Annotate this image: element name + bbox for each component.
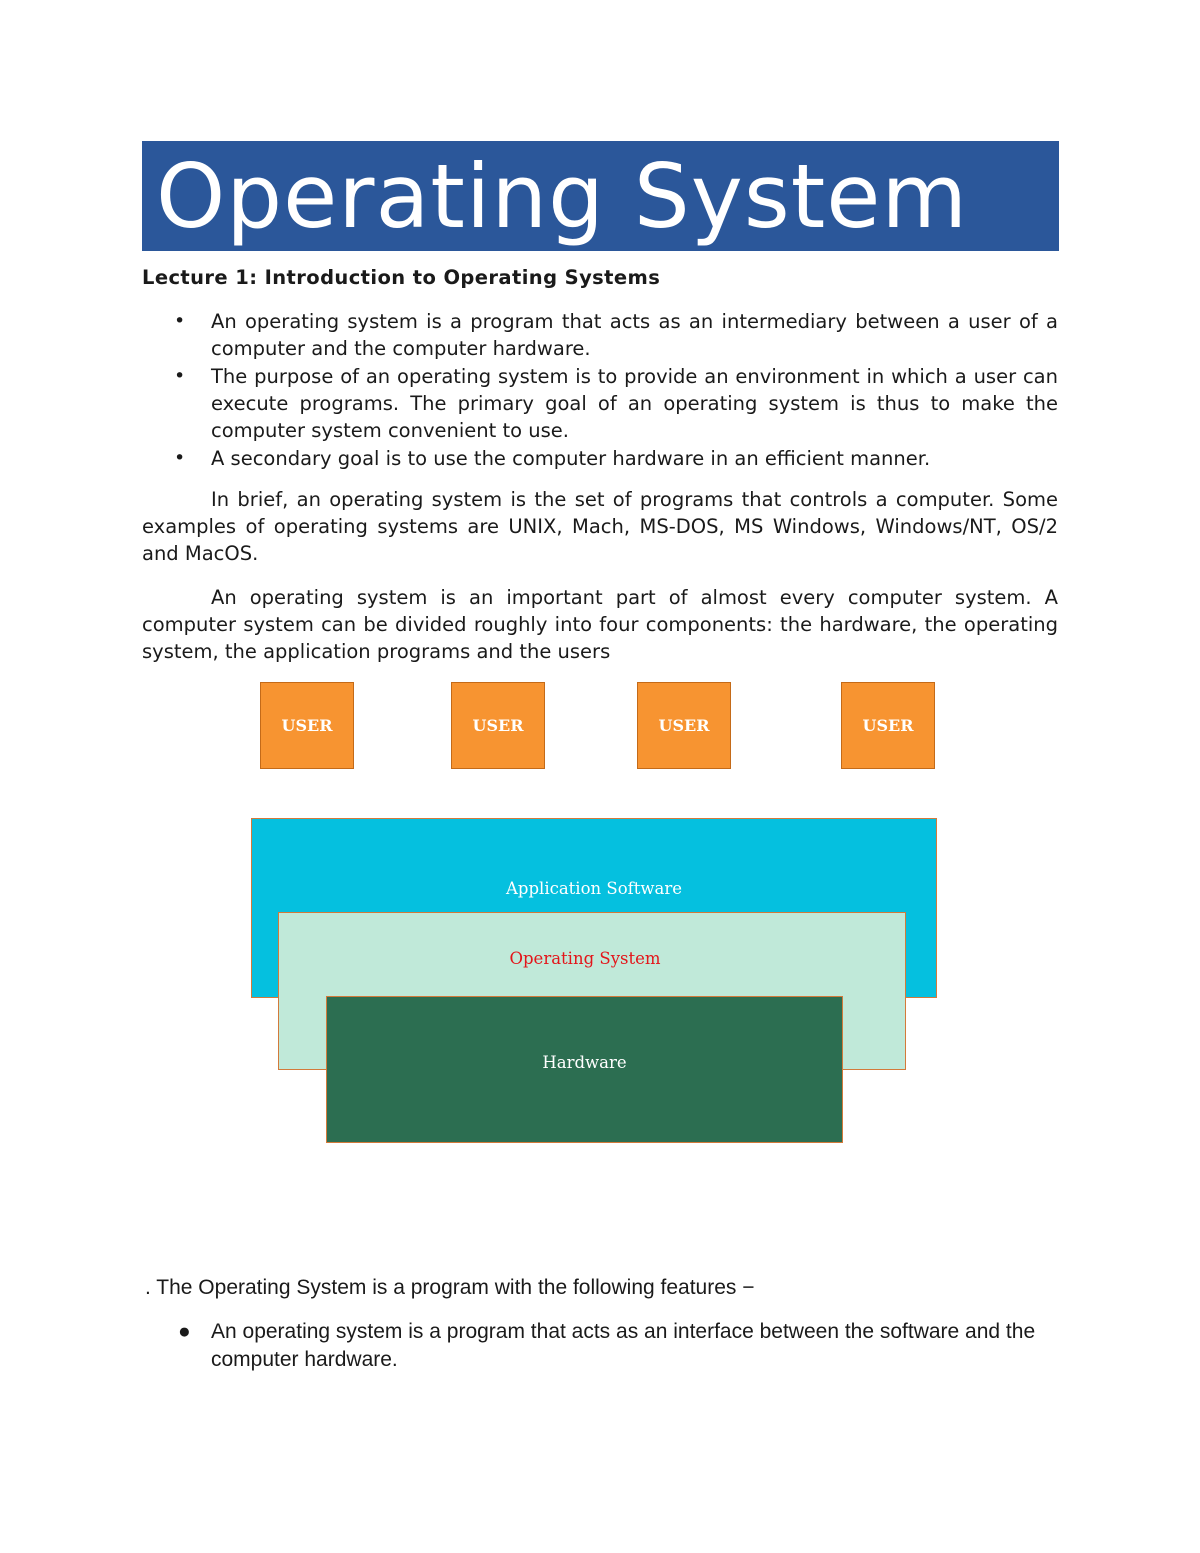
user-label: USER: [862, 716, 914, 735]
user-box-3: [637, 682, 731, 769]
user-box-2: [451, 682, 545, 769]
layer-label: Operating System: [509, 949, 661, 968]
list-item: [142, 308, 1058, 362]
intro-bullet-list: [142, 308, 1058, 473]
user-box-1: [260, 682, 354, 769]
layer-label: Application Software: [506, 879, 682, 898]
bullet-icon: •: [174, 447, 186, 469]
paragraph-text: In brief, an operating system is the set of programs that controls a computer. Some examples of operating systems are UNIX, Mach, MS-DOS, MS Windows, Windows/NT, OS/2 and MacOS.: [142, 488, 1058, 565]
user-label: USER: [281, 716, 333, 735]
user-label: USER: [472, 716, 524, 735]
features-intro: . The Operating System is a program with the following features −: [145, 1276, 755, 1299]
paragraph-components: [142, 584, 1058, 665]
bullet-icon: •: [174, 365, 186, 387]
list-item: [142, 445, 1058, 472]
title-band: [142, 141, 1059, 251]
paragraph-text: An operating system is an important part of almost every computer system. A computer system can be divided roughly into four components: the hardware, the operating system, the application programs and the users: [142, 586, 1058, 663]
features-list-item: [178, 1318, 1071, 1374]
user-box-4: [841, 682, 935, 769]
list-item-text: An operating system is a program that acts as an intermediary between a user of a computer and the computer hardware.: [211, 310, 1058, 360]
list-item-text: The purpose of an operating system is to provide an environment in which a user can execute programs. The primary goal of an operating system is thus to make the computer system convenient to use.: [211, 365, 1058, 442]
layer-label: Hardware: [542, 1053, 627, 1072]
bullet-icon: •: [174, 310, 186, 332]
user-label: USER: [658, 716, 710, 735]
bullet-icon: ●: [178, 1320, 191, 1343]
list-item: [142, 363, 1058, 444]
list-item-text: An operating system is a program that acts as an interface between the software and the computer hardware.: [211, 1320, 1036, 1371]
lecture-heading: Lecture 1: Introduction to Operating Systems: [142, 266, 661, 289]
hardware-layer: [326, 996, 843, 1143]
list-item-text: A secondary goal is to use the computer hardware in an efficient manner.: [211, 447, 931, 470]
page-title: Operating System: [156, 145, 969, 248]
paragraph-brief: [142, 486, 1058, 567]
